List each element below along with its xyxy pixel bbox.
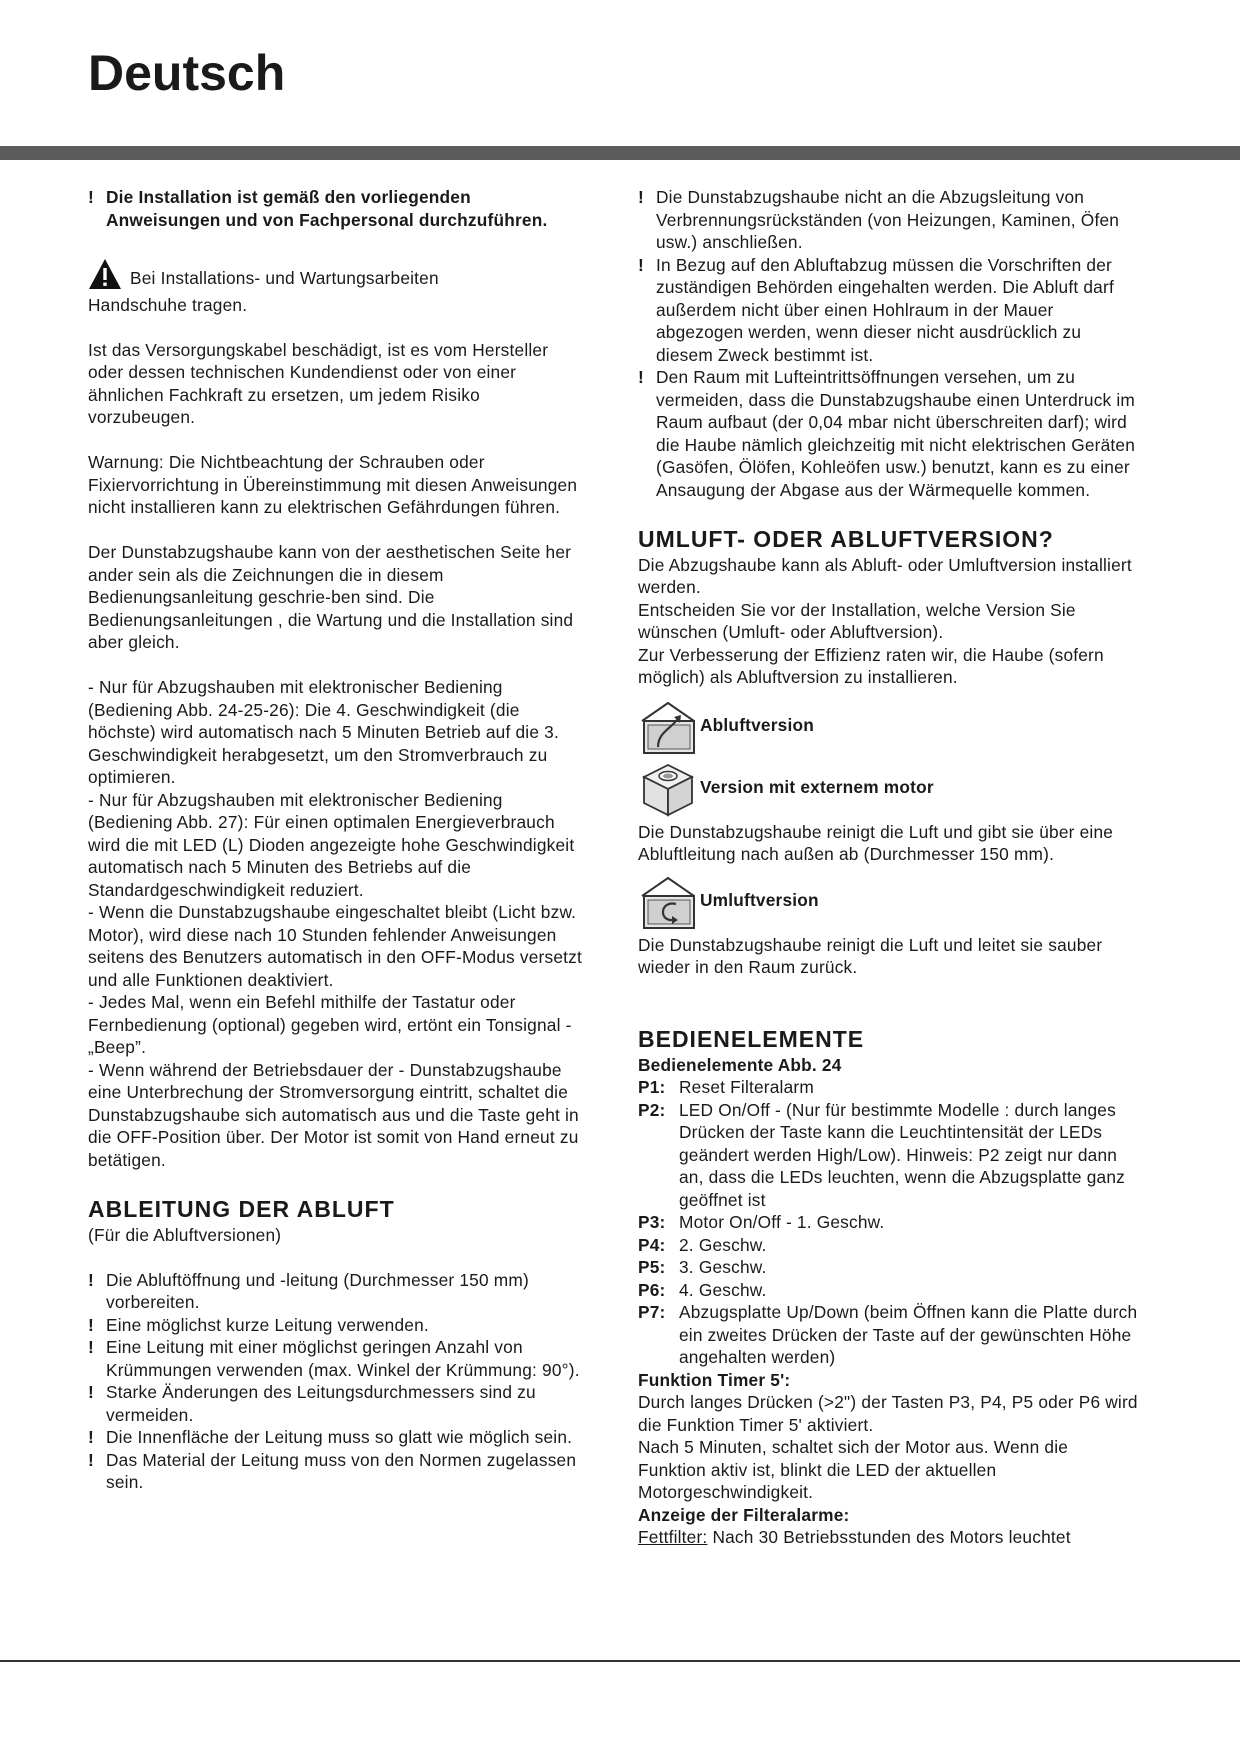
note-item: - Jedes Mal, wenn ein Befehl mithilfe der Tastatur oder Fernbedienung (optional) gegeben wird, ertönt ein Tonsignal - „Beep”.: [88, 992, 572, 1057]
timer-paragraph: Durch langes Drücken (>2") der Tasten P3, P4, P5 oder P6 wird die Funktion Timer 5' aktiviert.: [638, 1392, 1138, 1435]
list-item: ! In Bezug auf den Abluftabzug müssen die Vorschriften der zuständigen Behörden eingehalten werden. Die Abluft darf außerdem nicht über einen Hohlraum in der Mauer abgezogen werden, wenn dieser nicht ausdrücklich zu diesem Zweck bestimmt ist.: [638, 254, 1114, 365]
external-motor-label: Version mit externem motor: [700, 777, 934, 798]
gloves-warning: [88, 258, 588, 290]
control-row: P5: 3. Geschw.: [638, 1257, 767, 1277]
ableitung-heading: ABLEITUNG DER ABLUFT: [88, 1195, 395, 1222]
umluft-paragraph: Zur Verbesserung der Effizienz raten wir, die Haube (sofern möglich) als Abluftversion zu installieren.: [638, 644, 1104, 687]
list-item: ! Die Abluftöffnung und -leitung (Durchmesser 150 mm) vorbereiten.: [88, 1269, 529, 1312]
umluft-paragraph: Die Abzugshaube kann als Abluft- oder Umluftversion installiert werden.: [638, 554, 1132, 597]
footer-rule: [0, 1660, 1240, 1662]
control-row: P2: LED On/Off - (Nur für bestimmte Modelle : durch langes Drücken der Taste kann die Leuchtintensität der LEDs geändert werden High/Low). Hinweis: P2 zeigt nur dann an, dass die LEDs leuchten, wenn die Abzugsplatte ganz geöffnet ist: [638, 1099, 1126, 1210]
note-item: - Wenn die Dunstabzugshaube eingeschaltet bleibt (Licht bzw. Motor), wird diese nach 10 Stunden fehlender Anweisungen seitens des Benutzers automatisch in den OFF-Modus versetzt und alle Funktionen deaktiviert.: [88, 902, 582, 990]
umluft-version-row: [638, 872, 1138, 930]
control-row: P7: Abzugsplatte Up/Down (beim Öffnen kann die Platte durch ein zweites Drücken der Taste auf der gewünschten Höhe angehalten werden): [638, 1302, 1138, 1367]
exclamation-icon: !: [88, 187, 94, 207]
page-title: Deutsch: [88, 45, 286, 101]
list-item: ! Die Dunstabzugshaube nicht an die Abzugsleitung von Verbrennungsrückständen (von Heizungen, Kaminen, Öfen usw.) anschließen.: [638, 187, 1120, 252]
note-item: - Wenn während der Betriebsdauer der - Dunstabzugshaube eine Unterbrechung der Stromversorgung eintritt, schaltet die Dunstabzugshaube sich automatisch aus und die Taste geht in die OFF-Position über. Der Motor ist somit von Hand erneut zu betätigen.: [88, 1059, 579, 1170]
external-motor-icon: [638, 759, 698, 817]
list-item: ! Eine möglichst kurze Leitung verwenden.: [88, 1314, 429, 1335]
list-item: ! Den Raum mit Lufteintrittsöffnungen versehen, um zu vermeiden, dass die Dunstabzugshaube einen Unterdruck im Raum aufbaut (der 0,04 mbar nicht überschreiten darf); wird die Haube nämlich gleichzeitig mit nicht elektrischen Geräten (Gasöfen, Ölöfen, Kohleöfen usw.) benutzt, kann es zu einer Ansaugung der Abgase aus der Wärmequelle kommen.: [638, 367, 1136, 500]
gloves-text: Bei Installations- und Wartungsarbeiten: [130, 268, 439, 288]
header-bar: [0, 146, 1240, 160]
list-item: ! Die Innenfläche der Leitung muss so glatt wie möglich sein.: [88, 1427, 573, 1447]
control-row: P6: 4. Geschw.: [638, 1279, 767, 1300]
warning-triangle-icon: [88, 258, 122, 290]
external-motor-row: [638, 759, 1138, 817]
warning-paragraph: Warnung: Die Nichtbeachtung der Schrauben oder Fixiervorrichtung in Übereinstimmung mit diesen Anweisungen nicht installieren kann zu elektrischen Gefährdungen führen.: [88, 452, 578, 517]
control-row: P3: Motor On/Off - 1. Geschw.: [638, 1212, 885, 1232]
list-item: ! Das Material der Leitung muss von den Normen zugelassen sein.: [88, 1449, 577, 1492]
intro-warning: ! Die Installation ist gemäß den vorliegenden Anweisungen und von Fachpersonal durchzuführen.: [88, 187, 548, 230]
aesthetic-paragraph: Der Dunstabzugshaube kann von der aesthetischen Seite her ander sein als die Zeichnungen die in diesem Bedienungsanleitung geschrie-ben sind. Die Bedienungsanleitungen , die Wartung und die Installation sind aber gleich.: [88, 542, 574, 652]
control-row: P1: Reset Filteralarm: [638, 1077, 814, 1097]
list-item: ! Starke Änderungen des Leitungsdurchmessers sind zu vermeiden.: [88, 1382, 536, 1425]
right-column: [638, 186, 1138, 1549]
timer-title: Funktion Timer 5':: [638, 1369, 791, 1390]
external-motor-text: Die Dunstabzugshaube reinigt die Luft und gibt sie über eine Abluftleitung nach außen ab (Durchmesser 150 mm).: [638, 821, 1114, 864]
timer-paragraph: Nach 5 Minuten, schaltet sich der Motor aus. Wenn die Funktion aktiv ist, blinkt die LED der aktuellen Motorgeschwindigkeit.: [638, 1437, 1069, 1502]
gloves-text-2: Handschuhe tragen.: [88, 294, 248, 315]
abluft-label: Abluftversion: [700, 715, 814, 736]
abluft-version-row: [638, 697, 1138, 755]
bedien-subtitle: Bedienelemente Abb. 24: [638, 1054, 842, 1075]
left-column: [88, 186, 588, 1494]
ableitung-subtitle: (Für die Abluftversionen): [88, 1224, 282, 1245]
umluft-heading: UMLUFT- ODER ABLUFTVERSION?: [638, 525, 1054, 552]
umluft-version-label: Umluftversion: [700, 890, 819, 911]
cable-paragraph: Ist das Versorgungskabel beschädigt, ist es vom Hersteller oder dessen technischen Kundendienst oder von einer ähnlichen Fachkraft zu ersetzen, um jedem Risiko vorzubeugen.: [88, 339, 549, 427]
control-row: P4: 2. Geschw.: [638, 1234, 767, 1255]
umluft-paragraph: Entscheiden Sie vor der Installation, welche Version Sie wünschen (Umluft- oder Abluftversion).: [638, 599, 1076, 642]
recirculation-house-icon: [638, 872, 698, 930]
note-item: - Nur für Abzugshauben mit elektronischer Bediening (Bediening Abb. 27): Für einen optimalen Energieverbrauch wird die mit LED (L) Dioden angezeigte hohe Geschwindigkeit automatisch nach 5 Minuten des Betriebs auf die Standardgeschwindigkeit reduziert.: [88, 789, 575, 900]
umluft-version-text: Die Dunstabzugshaube reinigt die Luft und leitet sie sauber wieder in den Raum zurück.: [638, 934, 1103, 977]
ducted-house-icon: [638, 697, 698, 755]
note-item: - Nur für Abzugshauben mit elektronischer Bediening (Bediening Abb. 24-25-26): Die 4. Geschwindigkeit (die höchste) wird automatisch nach 5 Minuten Betrieb auf die 3. Geschwindigkeit herabgesetzt, um den Stromverbrauch zu optimieren.: [88, 677, 559, 787]
filter-alarm-title: Anzeige der Filteralarme:: [638, 1504, 850, 1525]
list-item: ! Eine Leitung mit einer möglichst geringen Anzahl von Krümmungen verwenden (max. Winkel der Krümmung: 90°).: [88, 1337, 580, 1380]
fettfilter-paragraph: Fettfilter: Nach 30 Betriebsstunden des Motors leuchtet: [638, 1527, 1071, 1547]
bedien-heading: BEDIENELEMENTE: [638, 1025, 865, 1052]
